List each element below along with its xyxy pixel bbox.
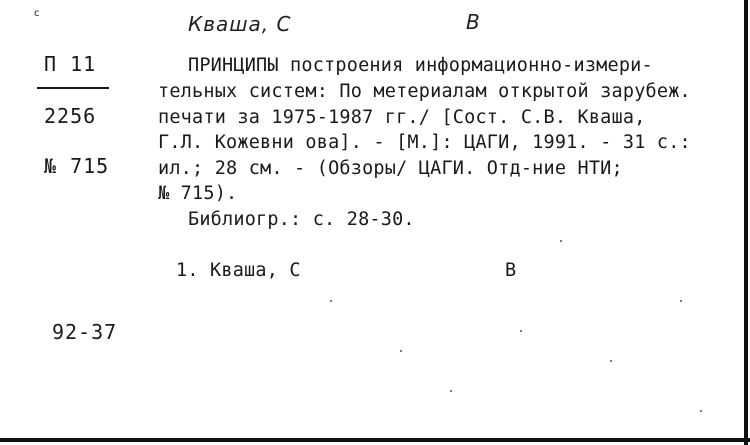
speck [450, 390, 452, 392]
entry-line-1: ПРИНЦИПЫ построения информационно-измери- [188, 55, 653, 76]
speck [560, 240, 562, 242]
card-edge-bottom [0, 438, 750, 442]
entry-line-3: печати за 1975-1987 гг./ [Сост. С.В. Кваша, [158, 107, 646, 128]
shelf-mark: П 11 [44, 52, 97, 76]
tracing-name: 1. Кваша, С [176, 260, 301, 281]
bibliography-note: Библиогр.: с. 28-30. [188, 209, 415, 230]
corner-mark: с [34, 8, 40, 19]
handwritten-author: Кваша, С [188, 12, 292, 36]
shelf-mark-underline [37, 87, 109, 89]
handwritten-code: B [466, 10, 481, 34]
speck [680, 300, 682, 302]
entry-line-2: тельных систем: По метериалам открытой зарубеж. [158, 81, 691, 102]
entry-line-4: Г.Л. Кожевни ова]. - [М.]: ЦАГИ, 1991. - 31 с.: [158, 132, 691, 153]
entry-line-5: ил.; 28 см. - (Обзоры/ ЦАГИ. Отд-ние НТИ; [158, 158, 623, 179]
catalog-number: № 715 [44, 154, 110, 178]
speck [330, 300, 332, 302]
accession-number: 2256 [44, 104, 97, 128]
speck [400, 350, 402, 352]
card-edge-right [744, 0, 748, 445]
speck [610, 360, 612, 362]
tracing-code: В [505, 260, 517, 281]
entry-line-6: № 715). [158, 183, 238, 204]
speck [700, 410, 702, 412]
speck [520, 330, 522, 332]
year-code: 92-37 [52, 320, 118, 344]
